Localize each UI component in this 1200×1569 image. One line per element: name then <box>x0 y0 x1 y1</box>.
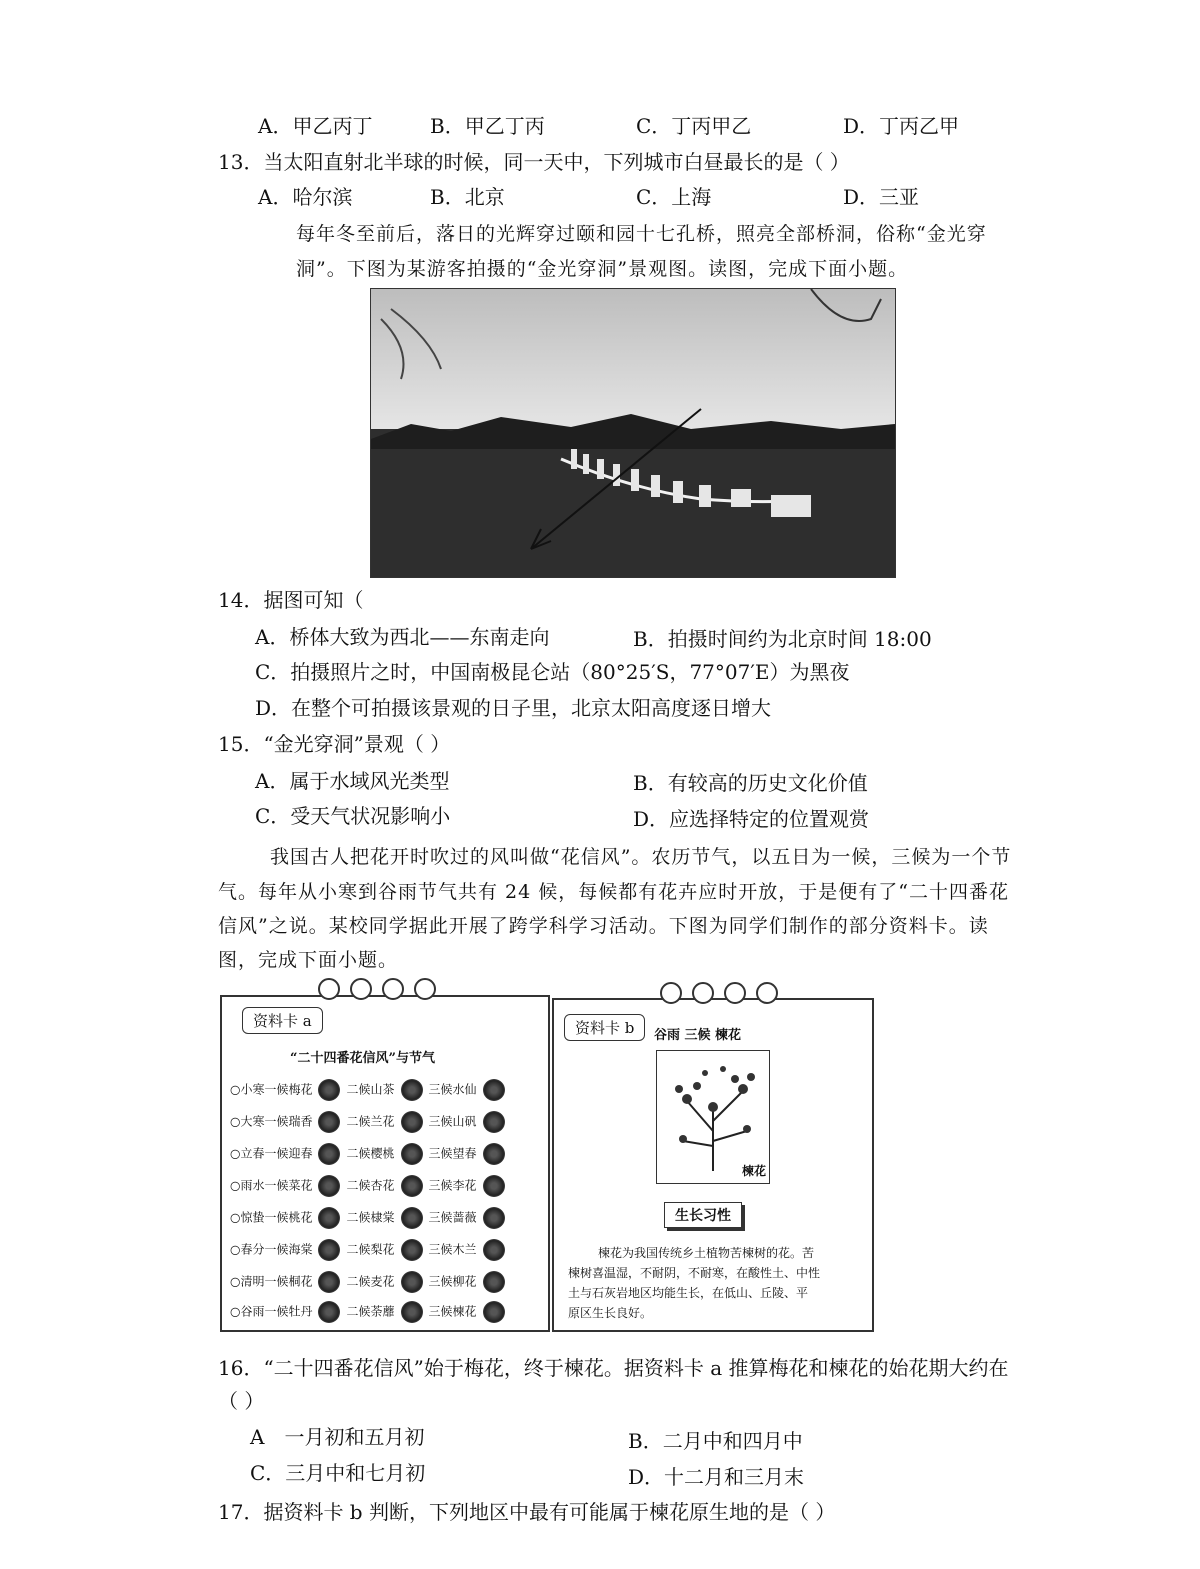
card-a-cell: ○立春一候迎春 <box>230 1146 313 1161</box>
flower-icon <box>401 1271 423 1293</box>
q13-option-d: D．三亚 <box>843 185 920 209</box>
card-a-row <box>230 1301 511 1323</box>
passage2-line3: 信风”之说。某校同学据此开展了跨学科学习活动。下图为同学们制作的部分资料卡。读 <box>218 915 989 937</box>
card-b-header: 谷雨 三候 楝花 <box>654 1028 742 1043</box>
card-a-cell: 三候蔷薇 <box>428 1210 477 1225</box>
flower-icon <box>318 1079 340 1101</box>
binder-ring-icon <box>756 982 778 1004</box>
binder-ring-icon <box>724 982 746 1004</box>
flower-icon <box>401 1239 423 1261</box>
habit-line-2: 楝树喜温湿，不耐阴，不耐寒，在酸性土、中性 <box>568 1266 821 1280</box>
card-a-cell: ○春分一候海棠 <box>230 1242 313 1257</box>
binder-ring-icon <box>350 978 372 1000</box>
flower-icon <box>483 1079 505 1101</box>
flower-icon <box>318 1271 340 1293</box>
flower-icon <box>318 1111 340 1133</box>
card-a-cell: 二候杏花 <box>346 1178 395 1193</box>
card-a-cell: 二候樱桃 <box>346 1146 395 1161</box>
habit-title: 生长习性 <box>664 1202 742 1228</box>
flower-icon <box>318 1143 340 1165</box>
flower-icon <box>318 1207 340 1229</box>
passage1-line2: 洞”。下图为某游客拍摄的“金光穿洞”景观图。读图，完成下面小题。 <box>296 258 909 280</box>
card-a-row <box>230 1239 511 1261</box>
passage2-line2: 气。每年从小寒到谷雨节气共有 24 候，每候都有花卉应时开放，于是便有了“二十四番花 <box>218 881 1009 903</box>
q16-option-c: C．三月中和七月初 <box>250 1461 426 1485</box>
q14-option-d: D．在整个可拍摄该景观的日子里，北京太阳高度逐日增大 <box>255 696 772 720</box>
q15-option-d: D．应选择特定的位置观赏 <box>633 807 870 831</box>
bridge-photo-image <box>371 289 895 577</box>
binder-ring-icon <box>414 978 436 1000</box>
flower-icon <box>401 1143 423 1165</box>
card-a-title: “二十四番花信风”与节气 <box>290 1051 435 1066</box>
q14-option-a: A．桥体大致为西北——东南走向 <box>255 625 550 649</box>
flower-icon <box>483 1301 505 1323</box>
flower-icon <box>318 1301 340 1323</box>
binder-ring-icon <box>692 982 714 1004</box>
info-card-b <box>552 998 874 1332</box>
flower-icon <box>401 1301 423 1323</box>
binder-ring-icon <box>318 978 340 1000</box>
q14-stem: 14．据图可知（ <box>218 588 364 612</box>
card-a-cell: 三候水仙 <box>428 1082 477 1097</box>
binder-ring-icon <box>382 978 404 1000</box>
passage2-line4: 图，完成下面小题。 <box>218 949 399 971</box>
card-a-cell: 二候麦花 <box>346 1274 395 1289</box>
card-a-cell: ○大寒一候瑞香 <box>230 1114 313 1129</box>
card-a-row <box>230 1079 511 1101</box>
q15-option-a: A．属于水域风光类型 <box>255 769 450 793</box>
card-a-cell: ○清明一候桐花 <box>230 1274 313 1289</box>
card-a-cell: 三候李花 <box>428 1178 477 1193</box>
flower-icon <box>318 1239 340 1261</box>
card-a-cell: ○惊蛰一候桃花 <box>230 1210 313 1225</box>
q14-option-b: B．拍摄时间约为北京时间 18:00 <box>633 627 932 651</box>
card-a-row <box>230 1143 511 1165</box>
card-a-cell: 三候山矾 <box>428 1114 477 1129</box>
card-a-cell: ○谷雨一候牡丹 <box>230 1304 313 1319</box>
flower-icon <box>483 1239 505 1261</box>
q12-option-d: D．丁丙乙甲 <box>843 114 960 138</box>
card-a-cell: 二候棣棠 <box>346 1210 395 1225</box>
q15-stem: 15．“金光穿洞”景观（ ） <box>218 732 451 756</box>
card-a-cell: 二候山茶 <box>346 1082 395 1097</box>
habit-line-4: 原区生长良好。 <box>568 1306 653 1320</box>
flower-icon <box>401 1207 423 1229</box>
info-card-a <box>220 995 550 1332</box>
flower-icon <box>401 1111 423 1133</box>
flower-icon <box>483 1143 505 1165</box>
card-a-cell: 三候木兰 <box>428 1242 477 1257</box>
flower-icon <box>483 1271 505 1293</box>
q15-option-b: B．有较高的历史文化价值 <box>633 771 868 795</box>
q13-option-a: A．哈尔滨 <box>258 185 353 209</box>
card-a-cell: 二候荼蘼 <box>346 1304 395 1319</box>
q12-option-a: A．甲乙丙丁 <box>258 114 373 138</box>
card-a-cell: 三候望春 <box>428 1146 477 1161</box>
flower-icon <box>318 1175 340 1197</box>
card-a-cell: 三候柳花 <box>428 1274 477 1289</box>
card-a-row <box>230 1111 511 1133</box>
q13-stem: 13．当太阳直射北半球的时候，同一天中，下列城市白昼最长的是（ ） <box>218 150 850 174</box>
q16-stem-line1: 16．“二十四番花信风”始于梅花，终于楝花。据资料卡 a 推算梅花和楝花的始花期大约在 <box>218 1356 1009 1380</box>
card-a-cell: ○小寒一候梅花 <box>230 1082 313 1097</box>
flower-icon <box>483 1207 505 1229</box>
habit-line-3: 土与石灰岩地区均能生长，在低山、丘陵、平 <box>568 1286 809 1300</box>
card-a-cell: ○雨水一候菜花 <box>230 1178 313 1193</box>
q13-option-c: C．上海 <box>636 185 712 209</box>
q16-option-b: B．二月中和四月中 <box>628 1429 803 1453</box>
habit-line-1: 楝花为我国传统乡土植物苦楝树的花。苦 <box>598 1246 815 1260</box>
bridge-photo <box>370 288 896 578</box>
q12-option-c: C．丁丙甲乙 <box>636 114 752 138</box>
q16-option-a: A 一月初和五月初 <box>250 1425 425 1449</box>
flower-icon <box>401 1079 423 1101</box>
card-a-cell: 二候兰花 <box>346 1114 395 1129</box>
card-a-cell: 二候梨花 <box>346 1242 395 1257</box>
binder-ring-icon <box>660 982 682 1004</box>
q16-option-d: D．十二月和三月末 <box>628 1465 805 1489</box>
flower-icon <box>401 1175 423 1197</box>
card-a-row <box>230 1271 511 1293</box>
card-a-row <box>230 1207 511 1229</box>
card-a-tag: 资料卡 a <box>242 1007 323 1034</box>
q15-option-c: C．受天气状况影响小 <box>255 804 451 828</box>
card-b-tag: 资料卡 b <box>564 1014 645 1041</box>
flower-icon <box>483 1111 505 1133</box>
q13-option-b: B．北京 <box>430 185 505 209</box>
flower-icon <box>483 1175 505 1197</box>
plant-label: 楝花 <box>742 1164 767 1178</box>
q12-option-b: B．甲乙丁丙 <box>430 114 545 138</box>
card-a-row <box>230 1175 511 1197</box>
card-a-cell: 三候楝花 <box>428 1304 477 1319</box>
passage2-line1: 我国古人把花开时吹过的风叫做“花信风”。农历节气，以五日为一候，三候为一个节 <box>270 846 1012 868</box>
q16-stem-line2: （ ） <box>218 1389 265 1413</box>
passage1-line1: 每年冬至前后，落日的光辉穿过颐和园十七孔桥，照亮全部桥洞，俗称“金光穿 <box>296 223 987 245</box>
q14-option-c: C．拍摄照片之时，中国南极昆仑站（80°25′S，77°07′E）为黑夜 <box>255 660 850 684</box>
q17-stem: 17．据资料卡 b 判断，下列地区中最有可能属于楝花原生地的是（ ） <box>218 1500 836 1524</box>
